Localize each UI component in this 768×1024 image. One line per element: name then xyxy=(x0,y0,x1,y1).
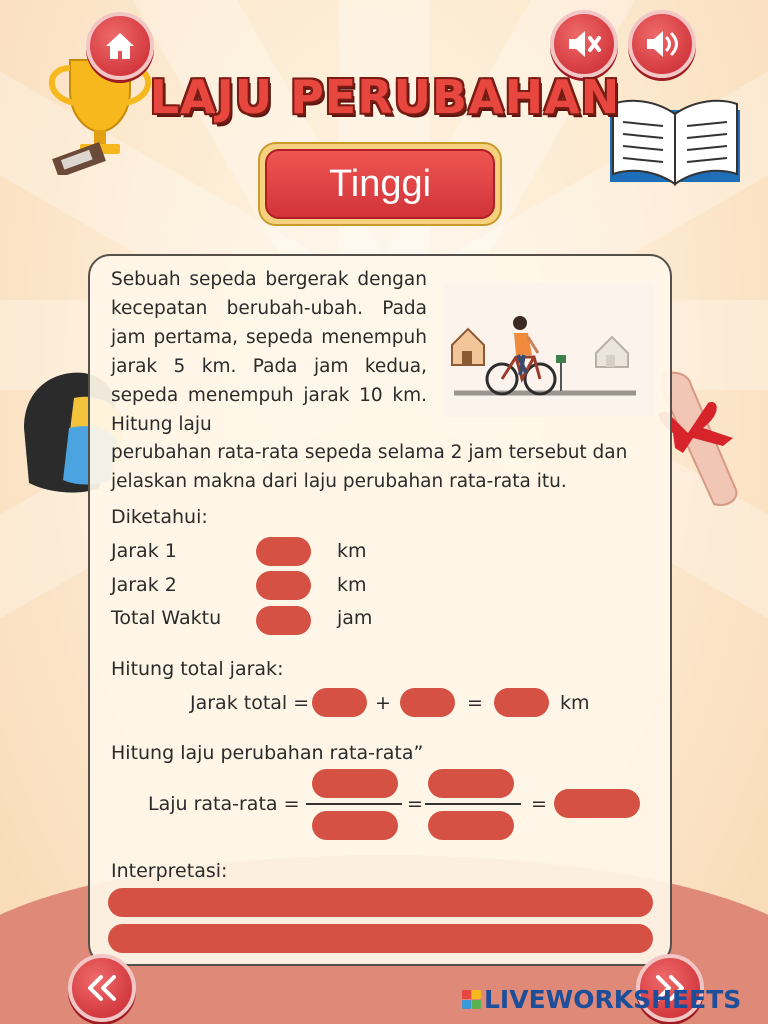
double-chevron-left-icon xyxy=(85,974,119,1002)
rate-denominator-1-input[interactable] xyxy=(312,811,398,840)
interpretation-input-1[interactable] xyxy=(108,888,653,917)
known-unit-total-waktu: jam xyxy=(337,607,373,629)
previous-button[interactable] xyxy=(68,954,136,1022)
mute-icon xyxy=(566,29,602,59)
total-distance-input-1[interactable] xyxy=(312,688,367,717)
page-title: LAJU PERUBAHAN xyxy=(149,70,621,124)
question-text-continued: perubahan rata-rata sepeda selama 2 jam tersebut dan jelaskan makna dari laju perubahan rata-rata itu. xyxy=(111,442,628,492)
liveworksheets-logo-mark xyxy=(462,990,481,1009)
rate-result-input[interactable] xyxy=(554,789,640,818)
known-label-jarak-1: Jarak 1 xyxy=(111,540,177,562)
known-unit-jarak-1: km xyxy=(337,540,367,562)
rate-equals-2: = xyxy=(531,793,547,815)
plus-sign: + xyxy=(375,692,391,714)
known-label-total-waktu: Total Waktu xyxy=(111,607,222,629)
rate-denominator-2-input[interactable] xyxy=(428,811,514,840)
average-rate-heading: Hitung laju perubahan rata-rata” xyxy=(111,742,424,764)
mute-button[interactable] xyxy=(550,10,618,78)
home-icon xyxy=(104,31,136,61)
average-rate-label: Laju rata-rata = xyxy=(148,793,300,815)
interpretation-heading: Interpretasi: xyxy=(111,860,228,882)
bicycle-illustration xyxy=(444,283,654,417)
fraction-line-1 xyxy=(306,803,402,805)
jarak-2-input[interactable] xyxy=(256,571,311,600)
rate-numerator-2-input[interactable] xyxy=(428,769,514,798)
total-distance-label: Jarak total = xyxy=(190,692,310,714)
level-badge xyxy=(258,142,502,226)
question-text: Sebuah sepeda bergerak dengan kecepatan berubah-ubah. Pada jam pertama, sepeda menempuh jarak 5 km. Pada jam kedua, sepeda menempuh jarak 10 km. Hitung laju xyxy=(111,269,427,435)
total-waktu-input[interactable] xyxy=(256,606,311,635)
interpretation-input-2[interactable] xyxy=(108,924,653,953)
total-distance-unit: km xyxy=(560,692,590,714)
level-label: Tinggi xyxy=(265,149,495,219)
known-heading: Diketahui: xyxy=(111,506,208,528)
sound-on-button[interactable] xyxy=(628,10,696,78)
total-distance-result-input[interactable] xyxy=(494,688,549,717)
known-unit-jarak-2: km xyxy=(337,574,367,596)
rate-equals-1: = xyxy=(407,793,423,815)
liveworksheets-logo xyxy=(462,985,741,1014)
volume-icon xyxy=(644,29,680,59)
total-distance-heading: Hitung total jarak: xyxy=(111,658,284,680)
known-label-jarak-2: Jarak 2 xyxy=(111,574,177,596)
jarak-1-input[interactable] xyxy=(256,537,311,566)
fraction-line-2 xyxy=(425,803,521,805)
liveworksheets-brand: LIVEWORKSHEETS xyxy=(484,985,742,1014)
total-distance-input-2[interactable] xyxy=(400,688,455,717)
rate-numerator-1-input[interactable] xyxy=(312,769,398,798)
equals-sign: = xyxy=(467,692,483,714)
